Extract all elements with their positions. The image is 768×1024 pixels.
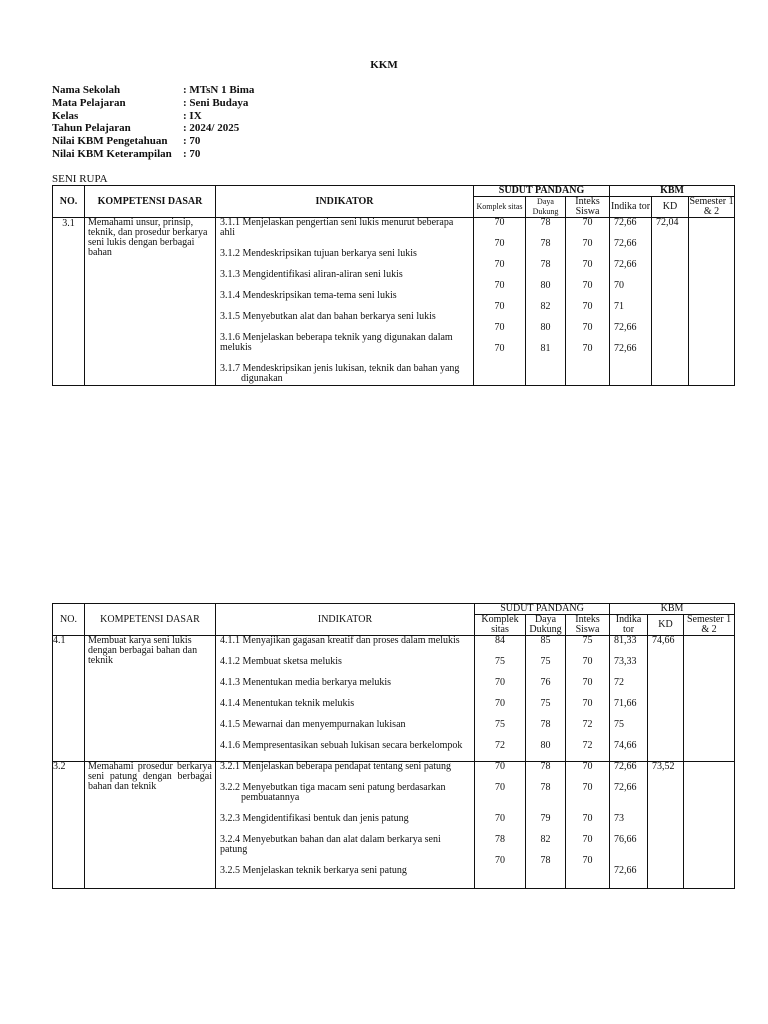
info-label: Nilai KBM Pengetahuan xyxy=(52,135,168,148)
indicator-item: 4.1.5 Mewarnai dan menyempurnakan lukisan xyxy=(220,719,406,730)
daya-dukung-values xyxy=(526,636,565,751)
indicator-item: 3.2.4 Menyebutkan bahan dan alat dalam berkarya seni patung xyxy=(220,834,441,855)
value: 70 xyxy=(582,855,593,866)
kbm-semester-value xyxy=(684,636,735,762)
header-no: NO. xyxy=(53,186,85,218)
value: 75 xyxy=(582,635,593,646)
kbm-indikator-values xyxy=(610,636,647,751)
header-semester: Semester 1 & 2 xyxy=(689,196,734,217)
indicator-list xyxy=(216,762,474,876)
indicator-item: 3.1.5 Menyebutkan alat dan bahan berkarya seni lukis xyxy=(220,311,436,322)
kbm-semester-value xyxy=(684,762,735,889)
header-kd: KOMPETENSI DASAR xyxy=(85,604,216,636)
table-row xyxy=(53,762,735,889)
value: 70 xyxy=(495,855,505,866)
value: 70 xyxy=(582,698,593,709)
value: 80 xyxy=(540,280,551,291)
value: 72,04 xyxy=(656,217,679,228)
section-label: SENI RUPA xyxy=(52,173,108,185)
value: 71,66 xyxy=(614,698,637,709)
value: 71 xyxy=(614,301,625,312)
value: 85 xyxy=(540,635,551,646)
value: 72 xyxy=(614,677,625,688)
value: 70 xyxy=(614,280,625,291)
info-value: : Seni Budaya xyxy=(183,96,249,109)
header-kbm: KBM xyxy=(610,604,735,615)
indicator-item: 3.1.1 Menjelaskan pengertian seni lukis menurut beberapa ahli xyxy=(220,217,454,238)
school-info xyxy=(52,84,254,161)
kbm-kd-value xyxy=(648,762,683,772)
kbm-indikator-values xyxy=(610,218,651,354)
value: 70 xyxy=(582,834,593,845)
value: 70 xyxy=(495,782,505,793)
kd-number: 3.2 xyxy=(53,762,85,889)
value: 72,66 xyxy=(614,865,637,876)
value: 82 xyxy=(540,301,551,312)
value: 70 xyxy=(582,280,593,291)
value: 81,33 xyxy=(614,635,637,646)
value: 70 xyxy=(494,322,505,333)
info-row xyxy=(52,148,254,161)
info-value: : MTsN 1 Bima xyxy=(183,84,255,96)
indicator-item: 4.1.2 Membuat sketsa melukis xyxy=(220,656,342,667)
info-label: Kelas xyxy=(52,109,79,122)
value: 73 xyxy=(614,813,625,824)
indicator-item: 3.1.2 Mendeskripsikan tujuan berkarya seni lukis xyxy=(220,248,417,259)
header-indikator: INDIKATOR xyxy=(216,186,474,218)
value: 70 xyxy=(582,761,593,772)
header-inteks-siswa: Inteks Siswa xyxy=(566,615,610,636)
inteks-siswa-values xyxy=(566,762,609,866)
value: 70 xyxy=(582,238,593,249)
value: 75 xyxy=(495,719,505,730)
value: 75 xyxy=(540,698,551,709)
value: 73,52 xyxy=(652,761,675,772)
value: 72 xyxy=(582,740,593,751)
header-kd-short: KD xyxy=(648,615,684,636)
header-semester: Semester 1 & 2 xyxy=(684,615,735,636)
kompleksitas-values xyxy=(475,636,525,751)
indicator-item: 4.1.6 Mempresentasikan sebuah lukisan secara berkelompok xyxy=(220,740,463,751)
value: 70 xyxy=(582,322,593,333)
indicator-list xyxy=(216,218,473,384)
page-title: KKM xyxy=(370,59,398,71)
header-daya-dukung: Daya Dukung xyxy=(526,615,566,636)
kbm-kd-value xyxy=(652,218,688,228)
value: 84 xyxy=(495,635,505,646)
header-indikator-short: Indika tor xyxy=(610,615,648,636)
info-label: Mata Pelajaran xyxy=(52,96,126,109)
value: 78 xyxy=(540,238,551,249)
indicator-item: 4.1.1 Menyajikan gagasan kreatif dan proses dalam melukis xyxy=(220,635,460,646)
value: 70 xyxy=(582,343,593,354)
value: 78 xyxy=(540,782,551,793)
value: 76,66 xyxy=(614,834,637,845)
info-row xyxy=(52,84,254,97)
value: 74,66 xyxy=(614,740,637,751)
info-row xyxy=(52,97,254,110)
value: 70 xyxy=(582,217,593,228)
value: 70 xyxy=(582,301,593,312)
header-inteks-siswa: Inteks Siswa xyxy=(566,197,610,218)
kompleksitas-values xyxy=(475,762,525,866)
value: 80 xyxy=(540,740,551,751)
header-indikator: INDIKATOR xyxy=(216,604,475,636)
kd-number: 3.1 xyxy=(53,218,85,386)
kbm-kd-value xyxy=(648,636,683,646)
indicator-item: 3.2.2 Menyebutkan tiga macam seni patung berdasarkan xyxy=(220,782,446,793)
daya-dukung-values xyxy=(526,762,565,866)
indicator-item: 4.1.4 Menentukan teknik melukis xyxy=(220,698,355,709)
value: 70 xyxy=(494,343,505,354)
value: 70 xyxy=(495,677,505,688)
value: 70 xyxy=(494,217,505,228)
info-value: : 70 xyxy=(183,147,201,160)
info-row xyxy=(52,110,254,123)
indicator-item-cont: digunakan xyxy=(241,373,283,384)
info-value: : 70 xyxy=(183,135,201,148)
info-row xyxy=(52,135,254,148)
value: 72 xyxy=(582,719,593,730)
kompleksitas-values xyxy=(474,218,525,354)
inteks-siswa-values xyxy=(566,636,609,751)
indicator-item: 3.2.5 Menjelaskan teknik berkarya seni patung xyxy=(220,865,407,876)
value: 76 xyxy=(540,677,551,688)
kbm-indikator-values xyxy=(610,762,647,876)
value: 78 xyxy=(540,719,551,730)
value: 72,66 xyxy=(614,343,637,354)
value: 78 xyxy=(540,761,551,772)
value: 79 xyxy=(540,813,551,824)
header-sudut-pandang: SUDUT PANDANG xyxy=(474,186,610,197)
header-daya-dukung: Daya Dukung xyxy=(526,197,566,218)
value: 75 xyxy=(540,656,551,667)
value: 70 xyxy=(495,698,505,709)
value: 75 xyxy=(614,719,625,730)
info-label: Nama Sekolah xyxy=(52,84,121,96)
value: 78 xyxy=(540,855,551,866)
header-kompleksitas: Komplek sitas xyxy=(474,197,526,218)
value: 82 xyxy=(540,834,551,845)
info-value: : 2024/ 2025 xyxy=(183,122,240,135)
header-sudut-pandang: SUDUT PANDANG xyxy=(475,604,610,615)
header-kompleksitas: Komplek sitas xyxy=(475,615,526,636)
header-kd: KOMPETENSI DASAR xyxy=(85,186,216,218)
table-row xyxy=(53,636,735,762)
header-kd-short: KD xyxy=(652,197,689,218)
indicator-item: 3.2.1 Menjelaskan beberapa pendapat tentang seni patung xyxy=(220,761,452,772)
value: 72 xyxy=(495,740,505,751)
table-row xyxy=(53,218,735,386)
value: 72,66 xyxy=(614,322,637,333)
value: 70 xyxy=(582,259,593,270)
value: 74,66 xyxy=(652,635,675,646)
kd-text: Membuat karya seni lukis dengan berbagai bahan dan teknik xyxy=(88,635,198,666)
header-indikator-short: Indika tor xyxy=(610,197,652,218)
info-label: Tahun Pelajaran xyxy=(52,122,131,135)
value: 70 xyxy=(494,280,505,291)
value: 70 xyxy=(494,301,505,312)
daya-dukung-values xyxy=(526,218,565,354)
header-kbm: KBM xyxy=(610,186,735,197)
kd-text: Memahami prosedur berkarya seni patung dengan berbagai bahan dan teknik xyxy=(88,761,212,792)
value: 72,66 xyxy=(614,217,637,228)
value: 72,66 xyxy=(614,259,637,270)
value: 72,66 xyxy=(614,238,637,249)
indicator-item-cont: pembuatannya xyxy=(241,792,300,803)
value: 70 xyxy=(582,813,593,824)
value: 70 xyxy=(582,782,593,793)
info-row xyxy=(52,122,254,135)
indicator-list xyxy=(216,636,474,751)
indicator-item: 3.1.7 Mendeskripsikan jenis lukisan, teknik dan bahan yang xyxy=(220,363,460,374)
value: 78 xyxy=(540,259,551,270)
value: 72,66 xyxy=(614,782,637,793)
value: 70 xyxy=(495,761,505,772)
value: 81 xyxy=(540,343,551,354)
header-no: NO. xyxy=(53,604,85,636)
value: 80 xyxy=(540,322,551,333)
inteks-siswa-values xyxy=(566,218,609,354)
indicator-item: 3.1.4 Mendeskripsikan tema-tema seni lukis xyxy=(220,290,397,301)
kbm-semester-value xyxy=(689,218,735,386)
kkm-table-2 xyxy=(52,603,735,889)
indicator-item: 4.1.3 Menentukan media berkarya melukis xyxy=(220,677,392,688)
indicator-item: 3.1.3 Mengidentifikasi aliran-aliran seni lukis xyxy=(220,269,403,280)
info-label: Nilai KBM Keterampilan xyxy=(52,147,172,160)
kd-number: 4.1 xyxy=(53,636,85,762)
value: 75 xyxy=(495,656,505,667)
info-value: : IX xyxy=(183,109,202,122)
kkm-table-1 xyxy=(52,185,735,386)
value: 72,66 xyxy=(614,761,637,772)
value: 78 xyxy=(540,217,551,228)
indicator-item: 3.1.6 Menjelaskan beberapa teknik yang digunakan dalam melukis xyxy=(220,332,453,353)
kd-text: Memahami unsur, prinsip, teknik, dan prosedur berkarya seni lukis dengan berbagai bahan xyxy=(88,217,208,258)
value: 70 xyxy=(494,259,505,270)
value: 73,33 xyxy=(614,656,637,667)
value: 70 xyxy=(494,238,505,249)
value: 78 xyxy=(495,834,505,845)
value: 70 xyxy=(582,677,593,688)
indicator-item: 3.2.3 Mengidentifikasi bentuk dan jenis patung xyxy=(220,813,409,824)
value: 70 xyxy=(495,813,505,824)
value: 70 xyxy=(582,656,593,667)
